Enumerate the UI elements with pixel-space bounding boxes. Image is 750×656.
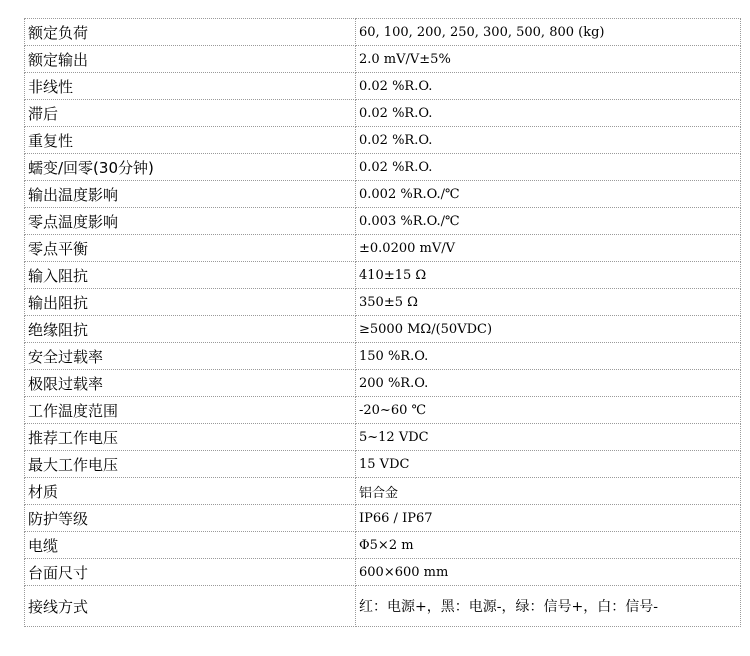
param-value: 2.0 mV/V±5% (356, 46, 741, 73)
table-row (25, 19, 741, 46)
param-name: 输入阻抗 (25, 262, 356, 289)
table-row (25, 532, 741, 559)
param-value: 0.02 %R.O. (356, 127, 741, 154)
param-value: 200 %R.O. (356, 370, 741, 397)
param-name: 蠕变/回零(30分钟) (25, 154, 356, 181)
table-row (25, 424, 741, 451)
param-name: 输出温度影响 (25, 181, 356, 208)
param-value: ±0.0200 mV/V (356, 235, 741, 262)
param-name: 台面尺寸 (25, 559, 356, 586)
param-value: 60, 100, 200, 250, 300, 500, 800 (kg) (356, 19, 741, 46)
param-name: 滞后 (25, 100, 356, 127)
table-row (25, 73, 741, 100)
param-value: 0.02 %R.O. (356, 100, 741, 127)
param-name: 极限过载率 (25, 370, 356, 397)
table-row (25, 478, 741, 505)
spec-table (24, 18, 741, 627)
param-name: 零点温度影响 (25, 208, 356, 235)
table-row (25, 262, 741, 289)
param-name: 防护等级 (25, 505, 356, 532)
table-row (25, 316, 741, 343)
param-value: 410±15 Ω (356, 262, 741, 289)
table-row (25, 235, 741, 262)
param-value: -20~60 ℃ (356, 397, 741, 424)
table-row (25, 46, 741, 73)
table-row (25, 370, 741, 397)
param-value: 150 %R.O. (356, 343, 741, 370)
table-row (25, 208, 741, 235)
param-name: 电缆 (25, 532, 356, 559)
param-value: 5~12 VDC (356, 424, 741, 451)
param-value: 15 VDC (356, 451, 741, 478)
table-row (25, 181, 741, 208)
param-name: 额定负荷 (25, 19, 356, 46)
param-value: ≥5000 MΩ/(50VDC) (356, 316, 741, 343)
param-value: IP66 / IP67 (356, 505, 741, 532)
param-value: 红：电源+，黑：电源-，绿：信号+，白：信号- (356, 586, 741, 627)
param-value: 0.002 %R.O./℃ (356, 181, 741, 208)
param-name: 重复性 (25, 127, 356, 154)
param-value: 铝合金 (356, 478, 741, 505)
table-row (25, 100, 741, 127)
table-row (25, 127, 741, 154)
param-name: 安全过载率 (25, 343, 356, 370)
param-value: 0.02 %R.O. (356, 154, 741, 181)
param-name: 最大工作电压 (25, 451, 356, 478)
table-row (25, 343, 741, 370)
param-value: 0.003 %R.O./℃ (356, 208, 741, 235)
param-value: 350±5 Ω (356, 289, 741, 316)
param-name: 零点平衡 (25, 235, 356, 262)
param-name: 工作温度范围 (25, 397, 356, 424)
param-name: 非线性 (25, 73, 356, 100)
param-name: 额定输出 (25, 46, 356, 73)
param-value: 600×600 mm (356, 559, 741, 586)
table-row (25, 586, 741, 627)
table-row (25, 559, 741, 586)
table-row (25, 451, 741, 478)
param-name: 推荐工作电压 (25, 424, 356, 451)
param-value: Φ5×2 m (356, 532, 741, 559)
table-row (25, 505, 741, 532)
table-row (25, 397, 741, 424)
param-name: 接线方式 (25, 586, 356, 627)
table-row (25, 289, 741, 316)
param-name: 材质 (25, 478, 356, 505)
table-row (25, 154, 741, 181)
param-name: 输出阻抗 (25, 289, 356, 316)
param-value: 0.02 %R.O. (356, 73, 741, 100)
param-name: 绝缘阻抗 (25, 316, 356, 343)
